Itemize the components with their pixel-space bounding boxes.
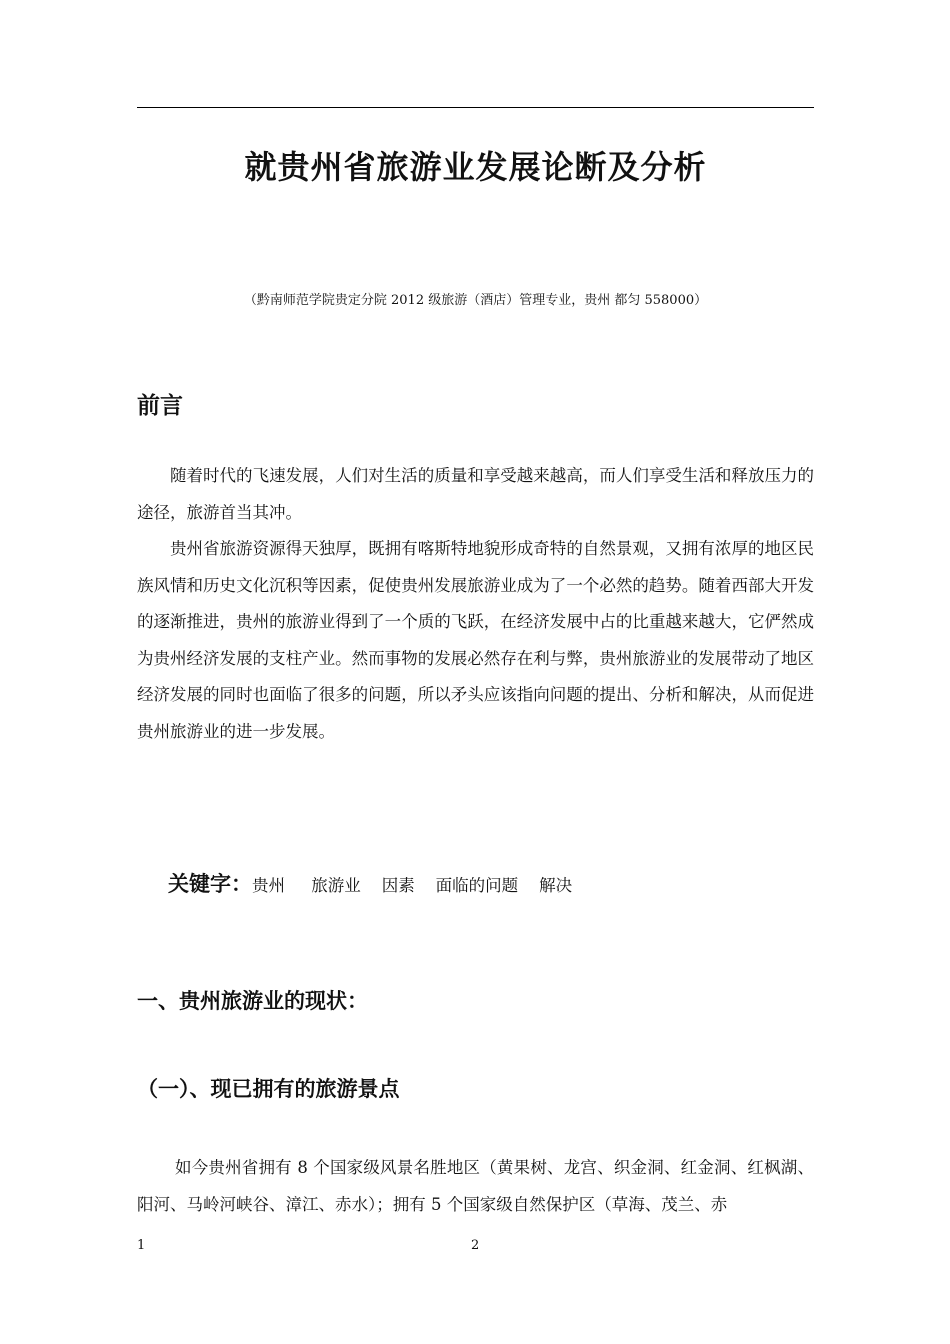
keywords-label: 关键字： (168, 872, 252, 896)
keywords-line (168, 868, 572, 898)
header-rule (137, 107, 814, 108)
page-number-right: 2 (471, 1238, 480, 1253)
subsection-paragraph-1: 如今贵州省拥有 8 个国家级风景名胜地区（黄果树、龙宫、织金洞、红金洞、红枫湖、阳河、马岭河峡谷、漳江、赤水）；拥有 5 个国家级自然保护区（草海、茂兰、赤 (137, 1158, 814, 1214)
subsection-heading-1: （一）、现已拥有的旅游景点 (137, 1077, 400, 1101)
document-title: 就贵州省旅游业发展论断及分析 (244, 148, 707, 186)
preface-paragraph-1: 随着时代的飞速发展，人们对生活的质量和享受越来越高，而人们享受生活和释放压力的途径，旅游首当其冲。 (137, 466, 814, 522)
keywords-text: 贵州 旅游业 因素 面临的问题 解决 (252, 876, 573, 895)
preface-heading: 前言 (137, 393, 183, 419)
page-number-left: 1 (137, 1238, 146, 1253)
author-affiliation: （黔南师范学院贵定分院 2012 级旅游（酒店）管理专业，贵州 都匀 558000） (243, 293, 708, 308)
section-heading-1: 一、贵州旅游业的现状： (137, 989, 368, 1013)
preface-paragraph-2: 贵州省旅游资源得天独厚，既拥有喀斯特地貌形成奇特的自然景观，又拥有浓厚的地区民族风情和历史文化沉积等因素，促使贵州发展旅游业成为了一个必然的趋势。随着西部大开发的逐渐推进，贵州的旅游业得到了一个质的飞跃，在经济发展中占的比重越来越大，它俨然成为贵州经济发展的支柱产业。然而事物的发展必然存在利与弊，贵州旅游业的发展带动了地区经济发展的同时也面临了很多的问题，所以矛头应该指向问题的提出、分析和解决，从而促进贵州旅游业的进一步发展。 (137, 539, 814, 741)
